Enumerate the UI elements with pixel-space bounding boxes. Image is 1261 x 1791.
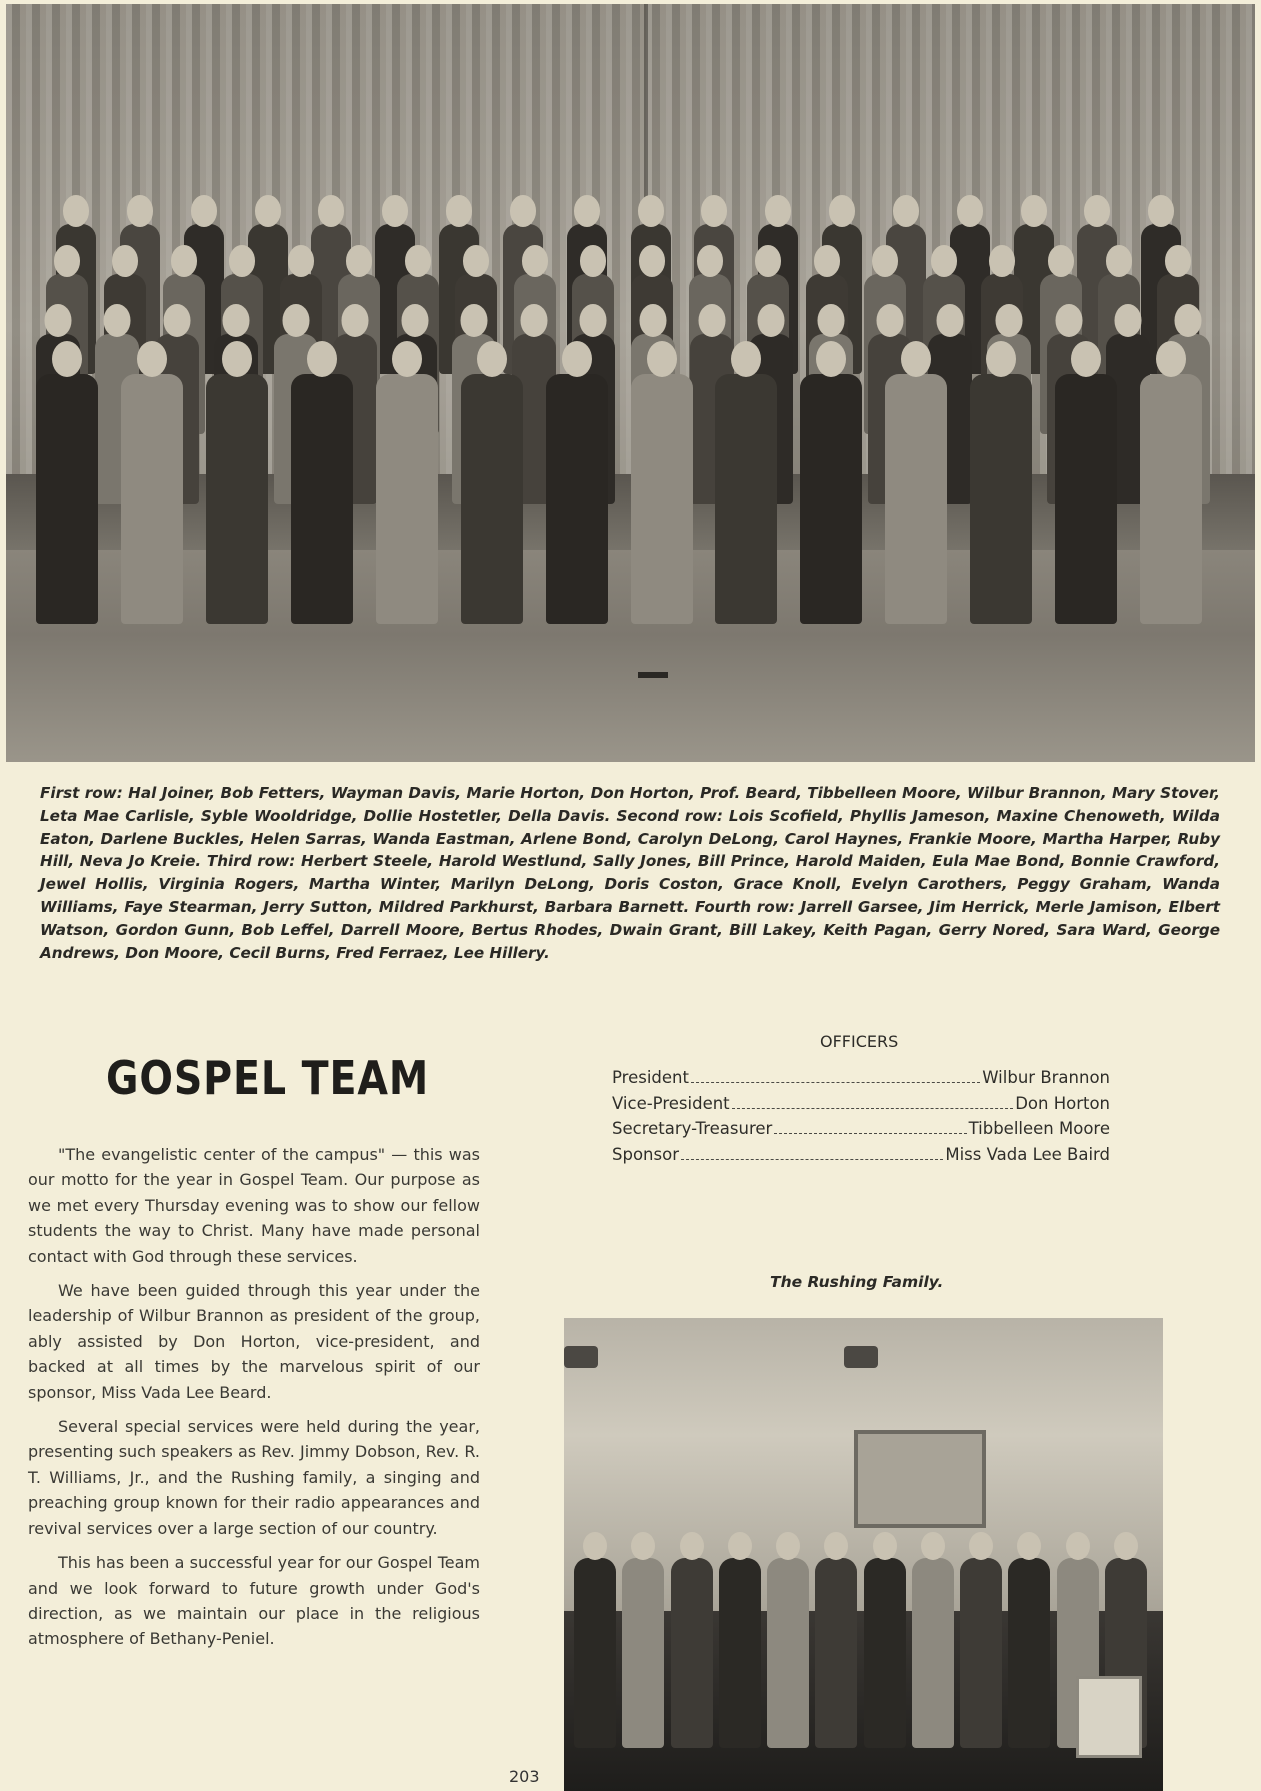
body-text [28,1142,480,1661]
group-photo [6,4,1255,762]
person-head [127,195,153,226]
person-head [1066,1532,1090,1561]
person-head [1106,245,1132,276]
leader-dots [774,1133,966,1134]
person-head [63,195,89,226]
person-head [921,1532,945,1561]
person-silhouette [1140,374,1202,624]
person-silhouette [121,374,183,624]
leader-dots [732,1108,1014,1109]
leader-dots [681,1159,943,1160]
officer-row-sponsor [612,1142,1110,1168]
person-head [307,341,337,377]
person-head [1165,245,1191,276]
officer-name: Wilbur Brannon [982,1068,1110,1087]
family-photo-caption: The Rushing Family. [770,1273,944,1291]
officer-role: Vice-President [612,1093,730,1113]
family-people [564,1448,1163,1748]
person-head [574,195,600,226]
officer-row-secretary-treasurer [612,1116,1110,1142]
person-silhouette [36,374,98,624]
person-head [728,1532,752,1561]
body-paragraph: We have been guided through this year under the leadership of Wilbur Brannon as president of the group, ably assisted by Don Horton, vice-president, and backed at all times by the marvelous spirit of our sponsor, Miss Vada Lee Beard. [28,1281,480,1402]
person-head [1071,341,1101,377]
officer-role: Sponsor [612,1144,679,1164]
person-head [1017,1532,1041,1561]
person-head [701,195,727,226]
officer-row-president [612,1065,1110,1091]
person-silhouette [206,374,268,624]
person-head [171,245,197,276]
officer-name: Miss Vada Lee Baird [945,1144,1110,1164]
person-head [872,245,898,276]
person-head [1048,245,1074,276]
person-head [638,195,664,226]
person-head [814,245,840,276]
floor-mark [638,672,668,678]
person-head [1114,1532,1138,1561]
person-head [697,245,723,276]
person-head [137,341,167,377]
person-head [931,245,957,276]
group-people [26,204,1235,624]
person-head [1148,195,1174,226]
person-silhouette [574,1558,616,1748]
person-head [510,195,536,226]
person-silhouette [719,1558,761,1748]
person-silhouette [622,1558,664,1748]
person-head [1021,195,1047,226]
person-head [255,195,281,226]
person-head [776,1532,800,1561]
officers-heading: OFFICERS [820,1032,899,1051]
person-head [583,1532,607,1561]
person-silhouette [970,374,1032,624]
person-head [731,341,761,377]
lamp [564,1346,598,1368]
person-head [1084,195,1110,226]
group-photo-caption: First row: Hal Joiner, Bob Fetters, Wayman Davis, Marie Horton, Don Horton, Prof. Beard, Tibbelleen Moore, Wilbur Brannon, Mary Stover, Leta Mae Carlisle, Syble Wooldridge, Dollie Hostetler, Della Davis. Second row: Lois Scofield, Phyllis Jameson, Maxine Chenoweth, Wilda Eaton, Darlene Buckles, Helen Sarras, Wanda Eastman, Arlene Bond, Carolyn DeLong, Carol Haynes, Frankie Moore, Martha Harper, Ruby Hill, Neva Jo Kreie. Third row: Herbert Steele, Harold Westlund, Sally Jones, Bill Prince, Harold Maiden, Eula Mae Bond, Bonnie Crawford, Jewel Hollis, Virginia Rogers, Martha Winter, Marilyn DeLong, Doris Coston, Grace Knoll, Evelyn Carothers, Peggy Graham, Wanda Williams, Faye Stearman, Jerry Sutton, Mildred Parkhurst, Barbara Barnett. Fourth row: Jarrell Garsee, Jim Herrick, Merle Jamison, Elbert Watson, Gordon Gunn, Bob Leffel, Darrell Moore, Bertus Rhodes, Dwain Grant, Bill Lakey, Keith Pagan, Gerry Nored, Sara Ward, George Andrews, Don Moore, Cecil Burns, Fred Ferraez, Lee Hillery. [40,784,1220,962]
person-head [522,245,548,276]
person-head [986,341,1016,377]
person-head [346,245,372,276]
officer-name: Don Horton [1015,1093,1110,1113]
person-silhouette [912,1558,954,1748]
person-silhouette [461,374,523,624]
person-head [222,341,252,377]
person-head [580,245,606,276]
person-head [54,245,80,276]
person-head [893,195,919,226]
officer-role: President [612,1068,689,1087]
person-head [392,341,422,377]
person-silhouette [815,1558,857,1748]
person-silhouette [1055,374,1117,624]
person-head [957,195,983,226]
person-head [463,245,489,276]
body-paragraph: "The evangelistic center of the campus" — this was our motto for the year in Gospel Team. Our purpose as we met every Thursday evening was to show our fellow students the way to Christ. Many have made personal contact with God through these services. [28,1145,480,1266]
person-head [112,245,138,276]
officer-name: Tibbelleen Moore [968,1119,1110,1138]
person-head [901,341,931,377]
page-title: GOSPEL TEAM [106,1051,430,1105]
stand-sign [1076,1676,1142,1758]
family-photo [564,1318,1163,1791]
person-silhouette [715,374,777,624]
person-head [647,341,677,377]
person-head [229,245,255,276]
person-silhouette [960,1558,1002,1748]
person-silhouette [800,374,862,624]
person-head [969,1532,993,1561]
person-head [829,195,855,226]
person-head [562,341,592,377]
person-head [52,341,82,377]
person-head [477,341,507,377]
person-head [824,1532,848,1561]
person-head [989,245,1015,276]
officer-row-vice-president [612,1091,1110,1117]
officer-role: Secretary-Treasurer [612,1119,773,1138]
person-silhouette [546,374,608,624]
body-paragraph: Several special services were held during the year, presenting such speakers as Rev. Jimmy Dobson, Rev. R. T. Williams, Jr., and the Rushing family, a singing and preaching group known for their radio appearances and revival services over a large section of our country. [28,1417,480,1538]
person-head [1156,341,1186,377]
leader-dots [691,1082,980,1083]
person-silhouette [631,374,693,624]
person-head [765,195,791,226]
lamp [844,1346,878,1368]
page-number: 203 [509,1767,540,1786]
person-head [446,195,472,226]
person-silhouette [885,374,947,624]
person-head [318,195,344,226]
person-head [288,245,314,276]
person-head [680,1532,704,1561]
person-head [631,1532,655,1561]
person-head [816,341,846,377]
person-head [191,195,217,226]
person-head [873,1532,897,1561]
person-silhouette [376,374,438,624]
body-paragraph: This has been a successful year for our Gospel Team and we look forward to future growth under God's direction, as we maintain our place in the religious atmosphere of Bethany-Peniel. [28,1553,480,1649]
person-silhouette [1008,1558,1050,1748]
person-silhouette [671,1558,713,1748]
person-head [405,245,431,276]
person-silhouette [767,1558,809,1748]
person-head [382,195,408,226]
person-silhouette [291,374,353,624]
person-silhouette [864,1558,906,1748]
person-head [639,245,665,276]
officers-list [612,1065,1110,1167]
person-head [755,245,781,276]
